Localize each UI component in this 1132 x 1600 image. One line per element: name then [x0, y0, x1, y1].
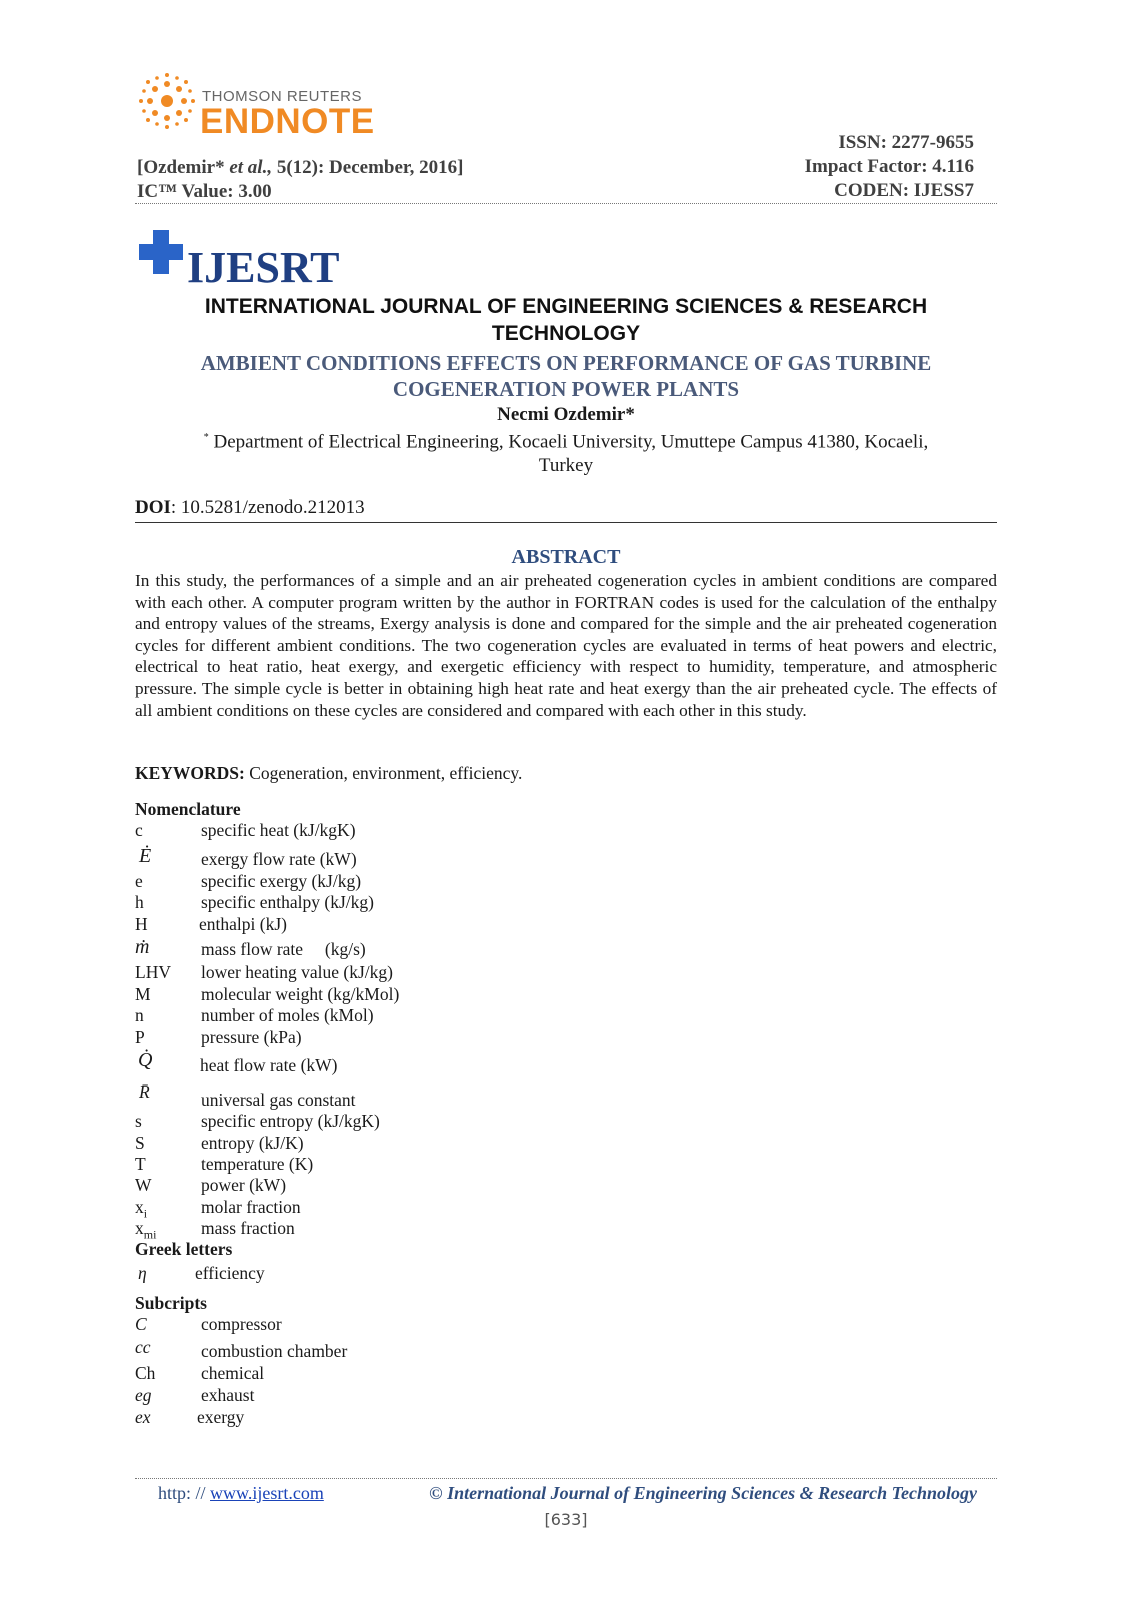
- nomenclature-definition: molecular weight (kg/kMol): [201, 984, 400, 1004]
- paper-title-line2: COGENERATION POWER PLANTS: [392, 377, 740, 401]
- greek-symbol: η: [138, 1263, 147, 1283]
- nomenclature-definition: specific exergy (kJ/kg): [201, 871, 362, 891]
- subscript-symbol: eg: [135, 1385, 152, 1405]
- nomenclature-definition: number of moles (kMol): [201, 1005, 374, 1025]
- nomenclature-symbol: Q̇: [138, 1049, 153, 1071]
- nomenclature-symbol: T: [135, 1154, 146, 1174]
- subscript-symbol: C: [135, 1314, 147, 1334]
- nomenclature-symbol: s: [135, 1111, 142, 1131]
- subscript-symbol: Ch: [135, 1363, 156, 1383]
- subscript-symbol: cc: [135, 1337, 151, 1357]
- ic-value: IC™ Value: 3.00: [137, 181, 272, 202]
- nomenclature-definition: enthalpi (kJ): [199, 914, 287, 934]
- nomenclature-definition: exergy flow rate (kW): [201, 849, 357, 869]
- subscript-definition: chemical: [201, 1363, 265, 1383]
- nomenclature-symbol: $x_i$: [135, 1197, 148, 1221]
- nomenclature-symbol: ṁ: [135, 936, 150, 958]
- affiliation-line1: Department of Electrical Engineering, Kocaeli University, Umuttepe Campus 41380, Kocaeli,: [213, 431, 929, 453]
- doi-value[interactable]: : 10.5281/zenodo.212013: [170, 497, 365, 518]
- journal-name: [135, 293, 997, 347]
- greek-definition: efficiency: [195, 1263, 265, 1283]
- journal-name-line1: INTERNATIONAL JOURNAL OF ENGINEERING SCIENCES & RESEARCH: [204, 295, 928, 318]
- nomenclature-symbol: W: [135, 1175, 152, 1195]
- impact-factor: Impact Factor: 4.116: [804, 156, 974, 177]
- journal-name-line2: TECHNOLOGY: [491, 322, 641, 345]
- affiliation: [155, 426, 977, 478]
- abstract-heading: ABSTRACT: [511, 546, 621, 568]
- nomenclature-symbol: Ė: [139, 845, 152, 867]
- coden: CODEN: IJESS7: [834, 180, 974, 201]
- nomenclature-symbol: P: [135, 1027, 145, 1047]
- nomenclature-definition: power (kW): [201, 1175, 287, 1195]
- subscript-symbol: ex: [135, 1407, 151, 1427]
- subscript-definition: combustion chamber: [201, 1341, 348, 1361]
- header-divider: [135, 203, 997, 204]
- nomenclature-symbol: e: [135, 871, 143, 891]
- keywords: [135, 763, 522, 784]
- citation-author: [Ozdemir*: [137, 157, 230, 178]
- endnote-logo: [138, 72, 378, 144]
- nomenclature-definition: specific entropy (kJ/kgK): [201, 1111, 380, 1131]
- nomenclature-symbol: h: [135, 892, 144, 912]
- footer-url: [158, 1483, 324, 1504]
- nomenclature-definition: temperature (K): [201, 1154, 314, 1174]
- nomenclature-definition: heat flow rate (kW): [200, 1055, 338, 1075]
- nomenclature-symbol: c: [135, 820, 143, 840]
- doi-divider: [135, 522, 997, 523]
- greek-letters-heading: Greek letters: [135, 1239, 233, 1259]
- doi: [135, 497, 365, 519]
- nomenclature-symbol: H: [135, 914, 148, 934]
- nomenclature-symbol: R̄: [139, 1082, 150, 1102]
- nomenclature-definition: mass fraction: [201, 1218, 295, 1238]
- nomenclature-definition: universal gas constant: [201, 1090, 356, 1110]
- plus-cross-icon: [137, 228, 185, 276]
- subscript-definition: compressor: [201, 1314, 282, 1334]
- affiliation-mark: *: [203, 432, 209, 443]
- nomenclature-definition: specific enthalpy (kJ/kg): [201, 892, 375, 912]
- nomenclature-heading: Nomenclature: [135, 799, 241, 819]
- nomenclature-definition: entropy (kJ/K): [201, 1133, 304, 1153]
- journal-metrics: [805, 131, 974, 203]
- subscript-definition: exergy: [197, 1407, 245, 1427]
- doi-label: DOI: [135, 497, 171, 518]
- nomenclature-symbol: $x_{mi}$: [135, 1218, 157, 1242]
- footer-url-prefix: http: //: [158, 1483, 211, 1503]
- nomenclature-symbol: n: [135, 1005, 144, 1025]
- citation-etal: et al.,: [229, 157, 273, 178]
- footer-copyright: © International Journal of Engineering Sciences & Research Technology: [429, 1483, 977, 1503]
- abstract-text: In this study, the performances of a simple and an air preheated cogeneration cycles in ambient conditions are compared with each other. A computer program written by the author in FORTRAN codes is used for the calculation of the enthalpy and entropy values of the streams, Exergy analysis is done and compared for the simple and the air preheated cogeneration cycles for different ambient conditions. The two cogeneration cycles are evaluated in terms of heat powers and electric, electrical to heat ratio, heat exergy, and exergetic efficiency with respect to humidity, temperature, and atmospheric pressure. The simple cycle is better in obtaining high heat rate and heat exergy than the air preheated cycle. The effects of all ambient conditions on these cycles are considered and compared with each other in this study.: [135, 571, 997, 720]
- page-number: [633]: [544, 1510, 588, 1529]
- issn: ISSN: 2277-9655: [838, 132, 974, 153]
- citation-line: [137, 156, 463, 180]
- footer-divider: [135, 1478, 997, 1479]
- nomenclature-definition: molar fraction: [201, 1197, 301, 1217]
- keywords-label: KEYWORDS:: [135, 763, 245, 783]
- ijesrt-logo-text: IJESRT: [187, 243, 340, 292]
- citation-rest: 5(12): December, 2016]: [272, 157, 464, 178]
- nomenclature-definition: lower heating value (kJ/kg): [201, 962, 393, 982]
- endnote-logo-main: ENDNOTE: [200, 102, 375, 141]
- endnote-sunburst-icon: [138, 72, 196, 130]
- endnote-logo-sub: THOMSON REUTERS: [202, 88, 363, 105]
- citation-block: [137, 156, 463, 204]
- nomenclature-symbol: S: [135, 1133, 145, 1153]
- subscripts-heading: Subcripts: [135, 1293, 207, 1313]
- nomenclature-definition: mass flow rate (kg/s): [201, 939, 366, 959]
- nomenclature-definition: pressure (kPa): [201, 1027, 302, 1047]
- nomenclature-symbol: M: [135, 984, 151, 1004]
- paper-title: [135, 350, 997, 402]
- nomenclature-symbol: LHV: [135, 962, 171, 982]
- author-name: Necmi Ozdemir*: [497, 404, 635, 425]
- nomenclature-definition: specific heat (kJ/kgK): [201, 820, 356, 840]
- affiliation-line2: Turkey: [538, 455, 594, 477]
- keywords-text: Cogeneration, environment, efficiency.: [244, 763, 523, 783]
- subscript-definition: exhaust: [201, 1385, 255, 1405]
- paper-title-line1: AMBIENT CONDITIONS EFFECTS ON PERFORMANCE OF GAS TURBINE: [200, 351, 932, 375]
- journal-website-link[interactable]: www.ijesrt.com: [210, 1483, 324, 1503]
